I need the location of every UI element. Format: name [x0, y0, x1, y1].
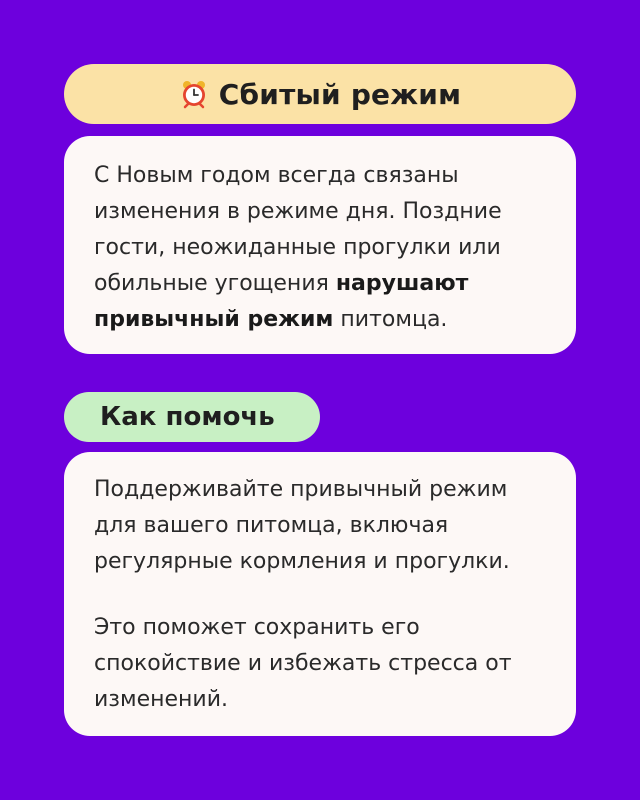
intro-text-bold: нарушают привычный режим: [94, 271, 469, 332]
advice-card: [64, 452, 576, 736]
intro-text-start: С Новым годом всегда связаны изменения в режиме дня. Поздние гости, неожиданные прогулки или обильные угощения: [94, 163, 502, 296]
intro-text-end: питомца.: [333, 307, 448, 332]
page-title: Сбитый режим: [218, 77, 462, 111]
intro-text: [94, 158, 546, 338]
help-title: Как помочь: [100, 402, 275, 432]
advice-paragraph-1: Поддерживайте привычный режим для вашего питомца, включая регулярные кормления и прогулки.: [94, 477, 510, 574]
advice-paragraph-2: Это поможет сохранить его спокойствие и избежать стресса от изменений.: [94, 615, 512, 712]
alarm-clock-icon: [179, 79, 209, 109]
intro-card: [64, 136, 576, 354]
title-pill: [64, 64, 576, 124]
help-pill: [64, 392, 320, 442]
